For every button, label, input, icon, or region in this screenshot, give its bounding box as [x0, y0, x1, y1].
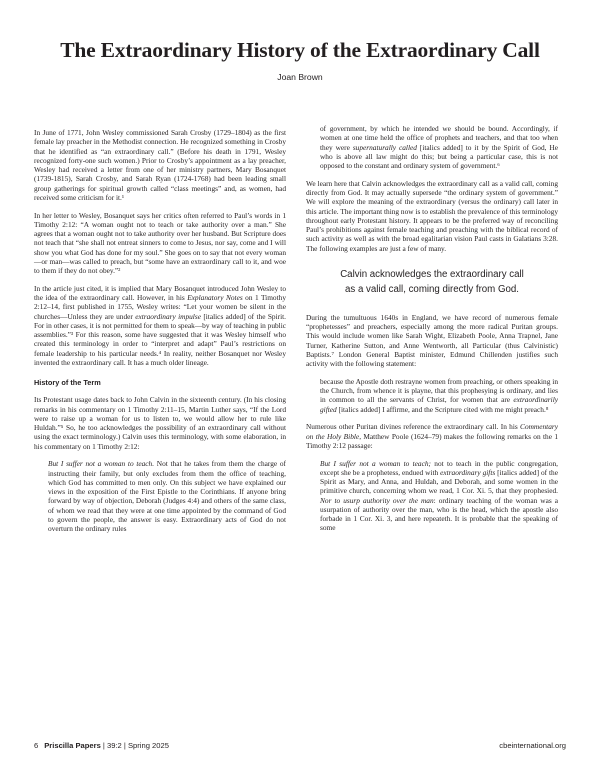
- article-author: Joan Brown: [277, 72, 323, 82]
- emphasis: Commentary on the Holy Bible: [306, 422, 558, 441]
- emphasis: Explanatory Notes: [187, 293, 243, 302]
- page-number: 6: [34, 741, 39, 750]
- emphasis: But I suffer not a woman to teach.: [48, 459, 155, 469]
- issue-info: | 39:2 | Spring 2025: [100, 741, 169, 750]
- text-run: In the article just cited, it is implied that Mary Bosanquet introduced John Wesley to the idea of the extraordinary call. However, in his: [34, 283, 286, 302]
- text-run: [italics added] of the Spirit. For in other cases, it is not permitted for them to speak—by way of teaching in public assemblies.”³ For this reason, some have suggested that it was Wesley himself who created this terminology in order to “interpret and adapt” Paul’s restrictions on female leadership to his particular needs.⁴ In reality, neither Bosanquet nor Wesley invented the extraordinary call. It has a much older lineage.: [34, 311, 286, 367]
- paragraph: In her letter to Wesley, Bosanquet says her critics often referred to Paul’s words in 1 Timothy 2:12: “A woman ought not to teach or take authority over a man.” She agrees that a woman ought not to take authority over her husband. But Scripture does not teach that “she shall not entreat sinners to come to Jesus, nor say, come and I will show you what God has done for my soul.” She goes on to say that not every woman—or man—was called to preach, but “some have an extraordinary call to it, and woe to them if they do not obey.”²: [34, 210, 286, 275]
- emphasis: Nor to usurp authority over the man: [320, 495, 434, 505]
- text-run: on 1 Timothy 2:12–14, first published in 1755, Wesley writes: “Let your women be silent in the churches—Unless they are under: [34, 293, 286, 321]
- text-run: of government, by which he intended we should be bound. Accordingly, if women at one time held the office of prophets and teachers, and that too when they were: [320, 124, 558, 152]
- left-column: [34, 128, 286, 542]
- right-column: [306, 124, 558, 541]
- emphasis: supernaturally called: [352, 142, 417, 152]
- pull-quote: [306, 267, 558, 298]
- website-url: cbeinternational.org: [499, 741, 566, 750]
- text-run: not to teach in the public congregation, except she be a prophetess, endued with: [320, 458, 558, 477]
- text-run: Numerous other Puritan divines reference the extraordinary call. In his: [306, 422, 521, 432]
- text-run: , Matthew Poole (1624–79) makes the following remarks on the 1 Timothy 2:12 passage:: [306, 431, 558, 450]
- paragraph: During the tumultuous 1640s in England, we have record of numerous female “prophetesses” and preachers, especially among the more radical Puritan groups. This would include women like Sarah Wight, Elizabeth Poole, Anna Trapnel, Jane Turner, Katherine Sutton, and Anne Wentworth, all Particular (thus Calvinistic) Baptists.⁷ London General Baptist minister, Edmund Chillenden justifies such activity with the following statement:: [306, 312, 558, 368]
- journal-name: Priscilla Papers: [44, 741, 101, 750]
- text-run: [italics added] to it by the Spirit of God, He who is above all law might do this; but being a particular case, this is not opposed to the constant and ordinary system of government.⁶: [320, 142, 558, 170]
- block-quote: [48, 459, 286, 533]
- pull-quote-line: Calvin acknowledges the extraordinary call: [340, 268, 524, 280]
- text-run: [italics added] of the Spirit as Mary, and Anna, and Huldah, and Deborah, and some women in the primitive church, concerning whom we read, 1 Cor. Xi. 5, that they prophesied.: [320, 467, 558, 496]
- pull-quote-line: as a valid call, coming directly from God.: [345, 284, 519, 296]
- section-heading: History of the Term: [34, 378, 101, 387]
- article-title: The Extraordinary History of the Extraordinary Call: [60, 38, 540, 62]
- paragraph: Its Protestant usage dates back to John Calvin in the sixteenth century. (In his closing remarks in his commentary on 1 Timothy 2:11–15, Martin Luther says, “If the Lord were to raise up a woman for us to listen to, we would allow her to rule like Huldah.”⁵ So, he too acknowledges the possibility of an extraordinary call without using the exact terminology.) Calvin uses this terminology, with some elaboration, in his commentary on 1 Timothy 2:12:: [34, 395, 286, 451]
- paragraph: [34, 284, 286, 367]
- text-run: because the Apostle doth restrayne women from preaching, or others speaking in the Church, from whence it is playne, that this prophesying is ordinary, and lies in common to all the servants of Christ, for women that are: [320, 376, 558, 405]
- emphasis: But I suffer not a woman to teach;: [320, 458, 431, 468]
- emphasis: extraordinary impulse: [135, 311, 201, 321]
- page-footer: [34, 741, 566, 750]
- text-run: : ordinary teaching of the woman was a usurpation of authority over the man, who is the head, which the apostle also forbade in 1 Cor. Xi. 3, and here repeateth. It is probable that the speaking of some: [320, 495, 558, 533]
- emphasis: extraordinarily gifted: [320, 395, 558, 414]
- block-quote: [320, 459, 558, 533]
- block-quote: [320, 124, 558, 170]
- paragraph: [306, 422, 558, 450]
- paragraph: In June of 1771, John Wesley commissioned Sarah Crosby (1729–1804) as the first female lay preacher in the Methodist connection. He recognized something in Crosby that he identified as “an extraordinary call.” (Before his death in 1791, Wesley recognized forty-one such women.) Prior to Crosby’s appointment as a lay preacher, Wesley had received a letter from one of her ministry partners, Mary Bosanquet (1739-1815), Sarah Crosby, and Sarah Ryan (1724-1768) had been leading small group gatherings for spiritual growth called “class meetings” and, as women, had received some criticism for it.¹: [34, 128, 286, 202]
- block-quote: [320, 377, 558, 414]
- text-run: Not that he takes from them the charge of instructing their family, but only excludes from them the office of teaching, which God has committed to men only. On this subject we have explained our views in the exposition of the First Epistle to the Corinthians. If anyone bring forward by way of objection, Deborah (Judges 4:4) and others of the same class, of whom we read that they were at one time appointed by the command of God to govern the people, the answer is easy. Extraordinary acts of God do not overturn the ordinary rules: [48, 459, 286, 533]
- text-run: [italics added] I affirme, and the Scripture cited with me might preach.⁸: [336, 404, 549, 414]
- emphasis: extraordinary gifts: [440, 467, 496, 477]
- paragraph: We learn here that Calvin acknowledges the extraordinary call as a valid call, coming directly from God. It may actually supersede “the ordinary system of government.” We will explore the meaning of the extraordinary (versus the ordinary) call later in this article. The important thing now is to establish the prevalence of this terminology throughout early Protestant history. It appears to be the preferred way of reconciling Paul’s prohibitions against female teaching and preaching with the biblical record of such activity as well as with the broad egalitarian vision Paul casts in Galatians 3:28. The following examples are just a few of many.: [306, 178, 558, 253]
